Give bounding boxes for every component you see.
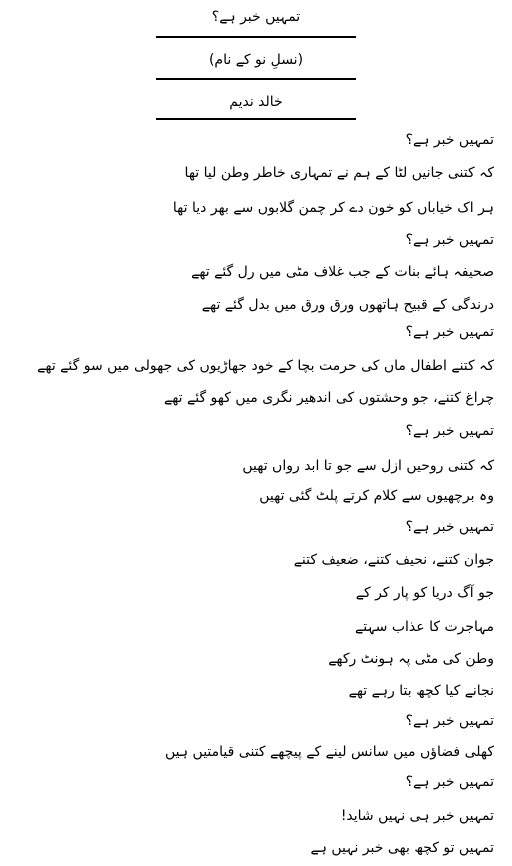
poem-line: وہ برچھیوں سے کلام کرتے پلٹ گئی تھیں (259, 488, 494, 504)
poem-line: کہ کتنی جانیں لٹا کے ہم نے تمہاری خاطر وطن لیا تھا (184, 165, 494, 181)
poem-line: درندگی کے قبیح ہاتھوں ورق ورق میں بدل گئے تھے (201, 297, 494, 313)
poem-line: کہ کتنے اطفال ماں کی حرمت بچا کے خود جھاڑیوں کی جھولی میں سو گئے تھے (37, 358, 494, 374)
poem-line: تمہیں خبر ہے؟ (405, 324, 494, 340)
poem-line: چراغ کتنے، جو وحشتوں کی اندھیر نگری میں کھو گئے تھے (164, 390, 494, 406)
header-divider (156, 78, 356, 80)
poem-title: تمہیں خبر ہے؟ (211, 9, 301, 25)
header-divider (156, 118, 356, 120)
poem-line: تمہیں خبر ہے؟ (405, 232, 494, 248)
poem-line: ہر اک خیاباں کو خون دے کر چمن گلابوں سے بھر دیا تھا (172, 200, 494, 216)
poem-subtitle: (نسلِ نو کے نام) (208, 52, 304, 68)
poem-line: تمہیں خبر ہی نہیں شاید! (340, 808, 494, 824)
poem-line: جو آگ دریا کو پار کر کے (355, 585, 494, 601)
poem-line: صحیفہ ہائے بنات کے جب غلاف مٹی میں رل گئے تھے (191, 264, 494, 280)
header-divider (156, 36, 356, 38)
poem-line: کہ کتنی روحیں ازل سے جو تا ابد رواں تھیں (242, 458, 494, 474)
poem-line: تمہیں خبر ہے؟ (405, 774, 494, 790)
poem-line: تمہیں خبر ہے؟ (405, 132, 494, 148)
poem-line: جوان کتنے، نحیف کتنے، ضعیف کتنے (293, 552, 494, 568)
poem-line: کھلی فضاؤں میں سانس لینے کے پیچھے کتنی قیامتیں ہیں (165, 744, 494, 760)
poem-author: خالد ندیم (229, 94, 283, 110)
poem-line: تمہیں خبر ہے؟ (405, 713, 494, 729)
poem-line: تمہیں خبر ہے؟ (405, 519, 494, 535)
poem-line: وطن کی مٹی پہ ہونٹ رکھے (328, 651, 494, 667)
poem-line: نجانے کیا کچھ بتا رہے تھے (348, 683, 494, 699)
poem-line: تمہیں تو کچھ بھی خبر نہیں ہے (310, 840, 494, 856)
poem-line: تمہیں خبر ہے؟ (405, 423, 494, 439)
poem-line: مہاجرت کا عذاب سہتے (355, 619, 494, 635)
